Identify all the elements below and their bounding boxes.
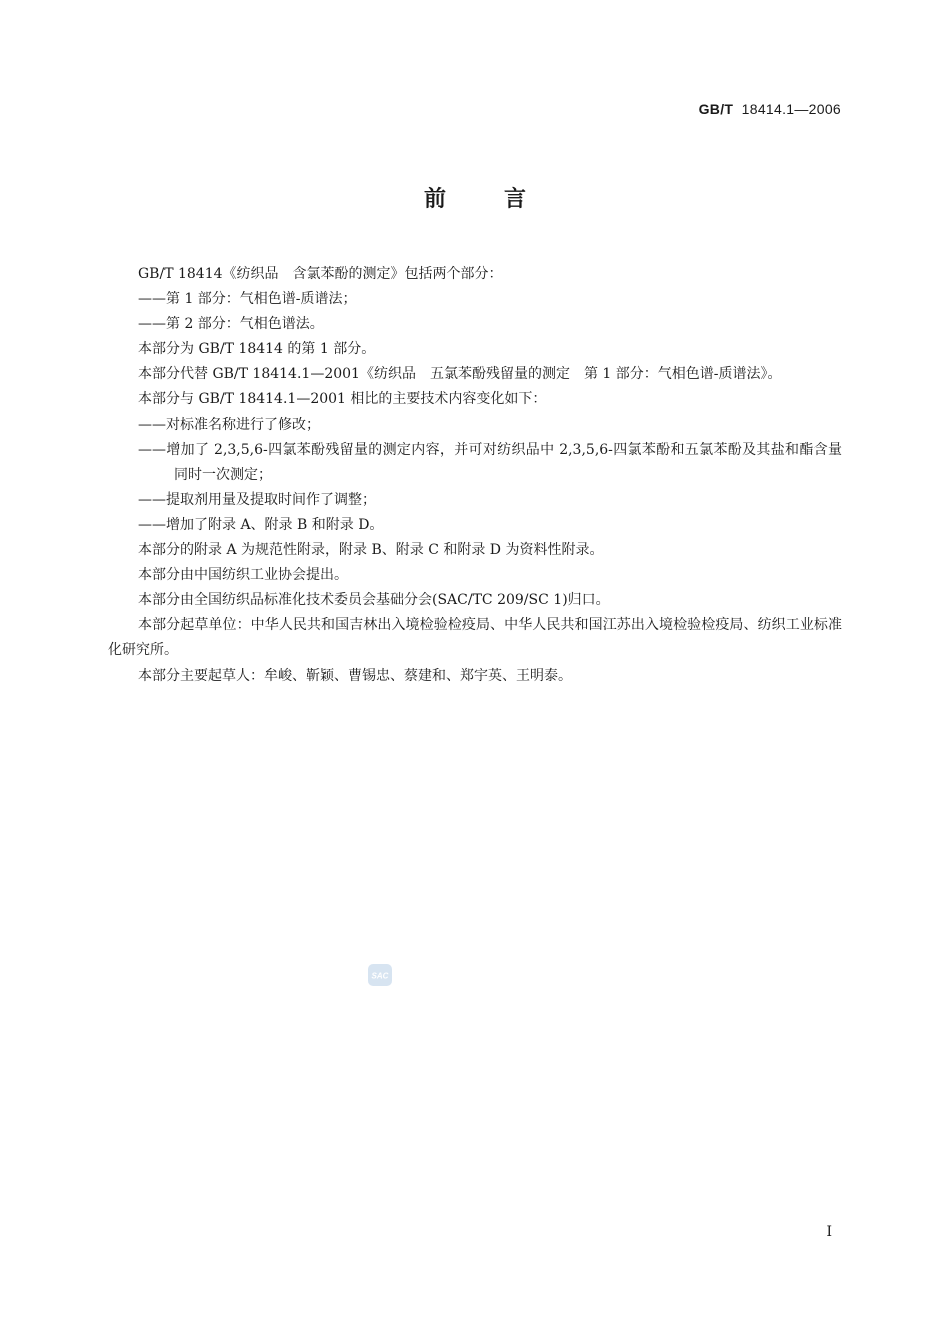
foreword-body — [108, 262, 842, 689]
paragraph: 本部分主要起草人：牟峻、靳颖、曹锡忠、蔡建和、郑宇英、王明泰。 — [138, 667, 572, 684]
list-item: ——增加了 2,3,5,6-四氯苯酚残留量的测定内容，并可对纺织品中 2,3,5,6-四氯苯酚和五氯苯酚及其盐和酯含量同时一次测定； — [138, 441, 842, 483]
paragraph: 本部分由中国纺织工业协会提出。 — [138, 567, 348, 584]
paragraph: 本部分代替 GB/T 18414.1—2001《纺织品 五氯苯酚残留量的测定 第 1 部分：气相色谱-质谱法》。 — [138, 366, 782, 383]
standard-code: 18414.1—2006 — [741, 101, 841, 117]
page-title: 前言 — [423, 187, 584, 212]
paragraph: 本部分与 GB/T 18414.1—2001 相比的主要技术内容变化如下： — [138, 391, 547, 408]
paragraph: 本部分由全国纺织品标准化技术委员会基础分会(SAC/TC 209/SC 1)归口。 — [138, 592, 610, 609]
paragraph: 本部分起草单位：中华人民共和国吉林出入境检验检疫局、中华人民共和国江苏出入境检验检疫局、纺织工业标准化研究所。 — [108, 617, 842, 659]
standard-prefix: GB/T — [698, 101, 734, 117]
list-item: ——增加了附录 A、附录 B 和附录 D。 — [138, 516, 384, 533]
watermark-text: SAC — [371, 971, 389, 981]
list-item: ——第 1 部分：气相色谱-质谱法； — [138, 291, 357, 308]
page-number: I — [826, 1224, 832, 1240]
paragraph: 本部分的附录 A 为规范性附录，附录 B、附录 C 和附录 D 为资料性附录。 — [138, 542, 604, 559]
list-item: ——第 2 部分：气相色谱法。 — [138, 316, 324, 333]
paragraph: GB/T 18414《纺织品 含氯苯酚的测定》包括两个部分： — [138, 266, 503, 282]
list-item: ——提取剂用量及提取时间作了调整； — [138, 491, 376, 508]
list-item: ——对标准名称进行了修改； — [138, 416, 320, 433]
standard-number — [699, 101, 841, 117]
paragraph: 本部分为 GB/T 18414 的第 1 部分。 — [138, 341, 376, 358]
sac-watermark-icon — [367, 962, 393, 988]
